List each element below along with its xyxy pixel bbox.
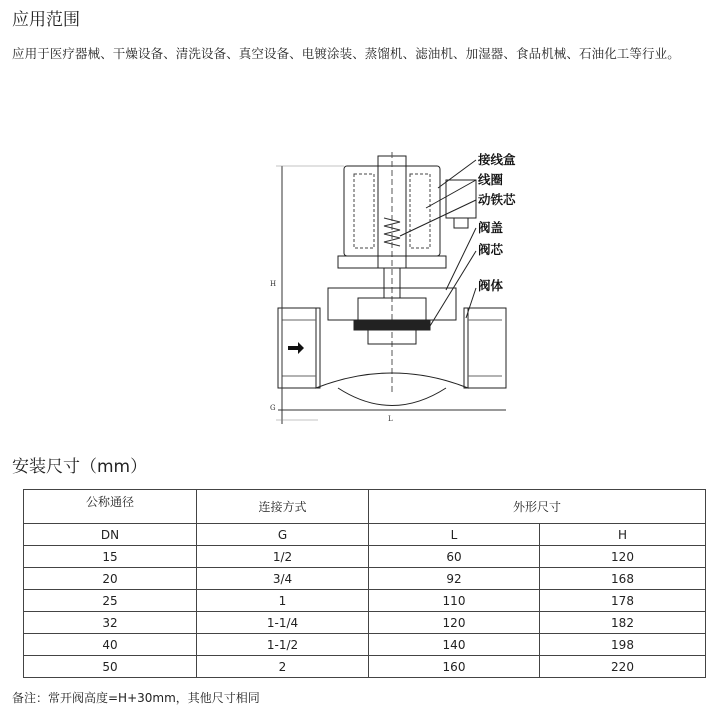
cell-g: 1 bbox=[197, 590, 369, 612]
header-g: G bbox=[197, 524, 369, 546]
cell-dn: 40 bbox=[24, 634, 197, 656]
dim-g-label: G bbox=[270, 404, 276, 412]
table-row bbox=[24, 612, 706, 634]
valve-diagram bbox=[268, 148, 530, 424]
table-row bbox=[24, 656, 706, 678]
cell-h: 168 bbox=[540, 568, 706, 590]
header-nominal: 公称通径 bbox=[24, 490, 197, 524]
cell-g: 1/2 bbox=[197, 546, 369, 568]
callout-moving-core: 动铁芯 bbox=[478, 192, 516, 207]
cell-h: 182 bbox=[540, 612, 706, 634]
application-description: 应用于医疗器械、干燥设备、清洗设备、真空设备、电镀涂装、蒸馏机、滤油机、加湿器、食品机械、石油化工等行业。 bbox=[12, 46, 680, 61]
dimensions-table bbox=[23, 489, 706, 678]
table-row bbox=[24, 546, 706, 568]
cell-l: 160 bbox=[369, 656, 540, 678]
dim-h-label: H bbox=[270, 280, 277, 288]
cell-h: 220 bbox=[540, 656, 706, 678]
header-row-1 bbox=[24, 490, 706, 524]
header-row-2 bbox=[24, 524, 706, 546]
coil-winding-left bbox=[354, 174, 374, 248]
header-h: H bbox=[540, 524, 706, 546]
cell-dn: 15 bbox=[24, 546, 197, 568]
callout-bonnet: 阀盖 bbox=[478, 220, 504, 235]
callout-coil: 线圈 bbox=[478, 172, 504, 187]
table-row bbox=[24, 590, 706, 612]
cell-h: 198 bbox=[540, 634, 706, 656]
table-row bbox=[24, 568, 706, 590]
cell-dn: 32 bbox=[24, 612, 197, 634]
callout-junction-box: 接线盒 bbox=[478, 152, 516, 167]
callout-valve-body: 阀体 bbox=[478, 278, 504, 293]
application-title: 应用范围 bbox=[12, 10, 80, 30]
cell-dn: 50 bbox=[24, 656, 197, 678]
cell-l: 140 bbox=[369, 634, 540, 656]
cell-l: 92 bbox=[369, 568, 540, 590]
dim-l-label: L bbox=[388, 415, 393, 423]
cell-l: 120 bbox=[369, 612, 540, 634]
header-l: L bbox=[369, 524, 540, 546]
install-note: 备注：常开阀高度=H+30mm，其他尺寸相同 bbox=[12, 691, 260, 705]
cell-h: 178 bbox=[540, 590, 706, 612]
table-row bbox=[24, 634, 706, 656]
header-outline: 外形尺寸 bbox=[369, 490, 706, 524]
cell-g: 2 bbox=[197, 656, 369, 678]
coil-winding-right bbox=[410, 174, 430, 248]
valve-core bbox=[354, 320, 430, 330]
cell-g: 3/4 bbox=[197, 568, 369, 590]
cell-g: 1-1/4 bbox=[197, 612, 369, 634]
callout-valve-core: 阀芯 bbox=[478, 242, 504, 257]
flow-arrow bbox=[288, 342, 304, 354]
header-connection: 连接方式 bbox=[197, 490, 369, 524]
header-dn: DN bbox=[24, 524, 197, 546]
cell-l: 60 bbox=[369, 546, 540, 568]
cell-g: 1-1/2 bbox=[197, 634, 369, 656]
spring bbox=[384, 218, 400, 246]
install-title: 安装尺寸（mm） bbox=[12, 457, 148, 477]
cell-h: 120 bbox=[540, 546, 706, 568]
cell-dn: 25 bbox=[24, 590, 197, 612]
cell-l: 110 bbox=[369, 590, 540, 612]
cell-dn: 20 bbox=[24, 568, 197, 590]
